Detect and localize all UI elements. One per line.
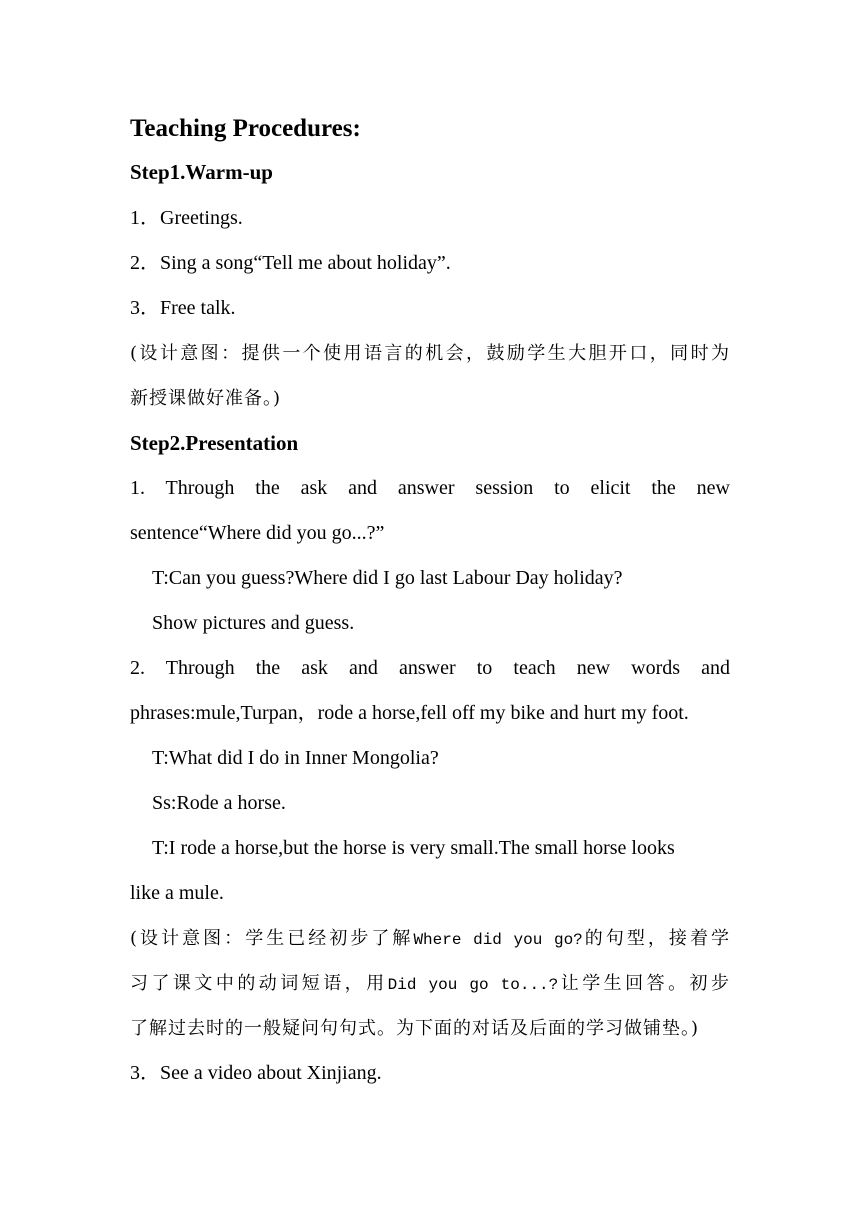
- design-note-text: 的句型，接着学: [582, 928, 730, 949]
- step2-item2-dialog-1: T:What did I do in Inner Mongolia?: [152, 747, 439, 769]
- design-note-text: (设计意图：学生已经初步了解: [130, 928, 414, 949]
- step2-design-note-line3: 了解过去时的一般疑问句句式。为下面的对话及后面的学习做铺垫。): [130, 1018, 700, 1039]
- step2-heading: Step2.Presentation: [130, 431, 299, 455]
- step2-design-note-line1: [130, 925, 730, 954]
- step2-item1-dialog-2: Show pictures and guess.: [152, 612, 355, 634]
- design-note-code: Did you go to...?: [387, 976, 559, 994]
- step2-item-3: 3．See a video about Xinjiang.: [130, 1062, 382, 1084]
- step2-item2-dialog-2: Ss:Rode a horse.: [152, 792, 286, 814]
- step2-item2-line1: 2. Through the ask and answer to teach new words and: [130, 657, 730, 679]
- step1-heading: Step1.Warm-up: [130, 160, 273, 184]
- step1-design-note-line1: (设计意图：提供一个使用语言的机会，鼓励学生大胆开口，同时为: [130, 343, 730, 364]
- step2-item2-dialog-cont: like a mule.: [130, 882, 224, 904]
- step2-item1-dialog-1: T:Can you guess?Where did I go last Labour Day holiday?: [152, 567, 623, 589]
- step1-design-note-line2: 新授课做好准备。): [130, 388, 282, 409]
- step1-item-1: 1．Greetings.: [130, 207, 243, 229]
- step2-item1-line1: 1. Through the ask and answer session to elicit the new: [130, 477, 730, 499]
- step2-item2-dialog-3: T:I rode a horse,but the horse is very small.The small horse looks: [152, 837, 675, 859]
- step2-design-note-line2: [130, 970, 730, 999]
- design-note-text: 习了课文中的动词短语，用: [130, 973, 388, 994]
- step2-item2-line2: phrases:mule,Turpan，rode a horse,fell off my bike and hurt my foot.: [130, 702, 689, 724]
- design-note-code: Where did you go?: [413, 931, 583, 949]
- step2-item1-line2: sentence“Where did you go...?”: [130, 522, 385, 544]
- step1-item-3: 3．Free talk.: [130, 297, 236, 319]
- design-note-text: 让学生回答。初步: [558, 973, 731, 994]
- page-title: Teaching Procedures:: [130, 115, 361, 142]
- step1-item-2: 2．Sing a song“Tell me about holiday”.: [130, 252, 451, 274]
